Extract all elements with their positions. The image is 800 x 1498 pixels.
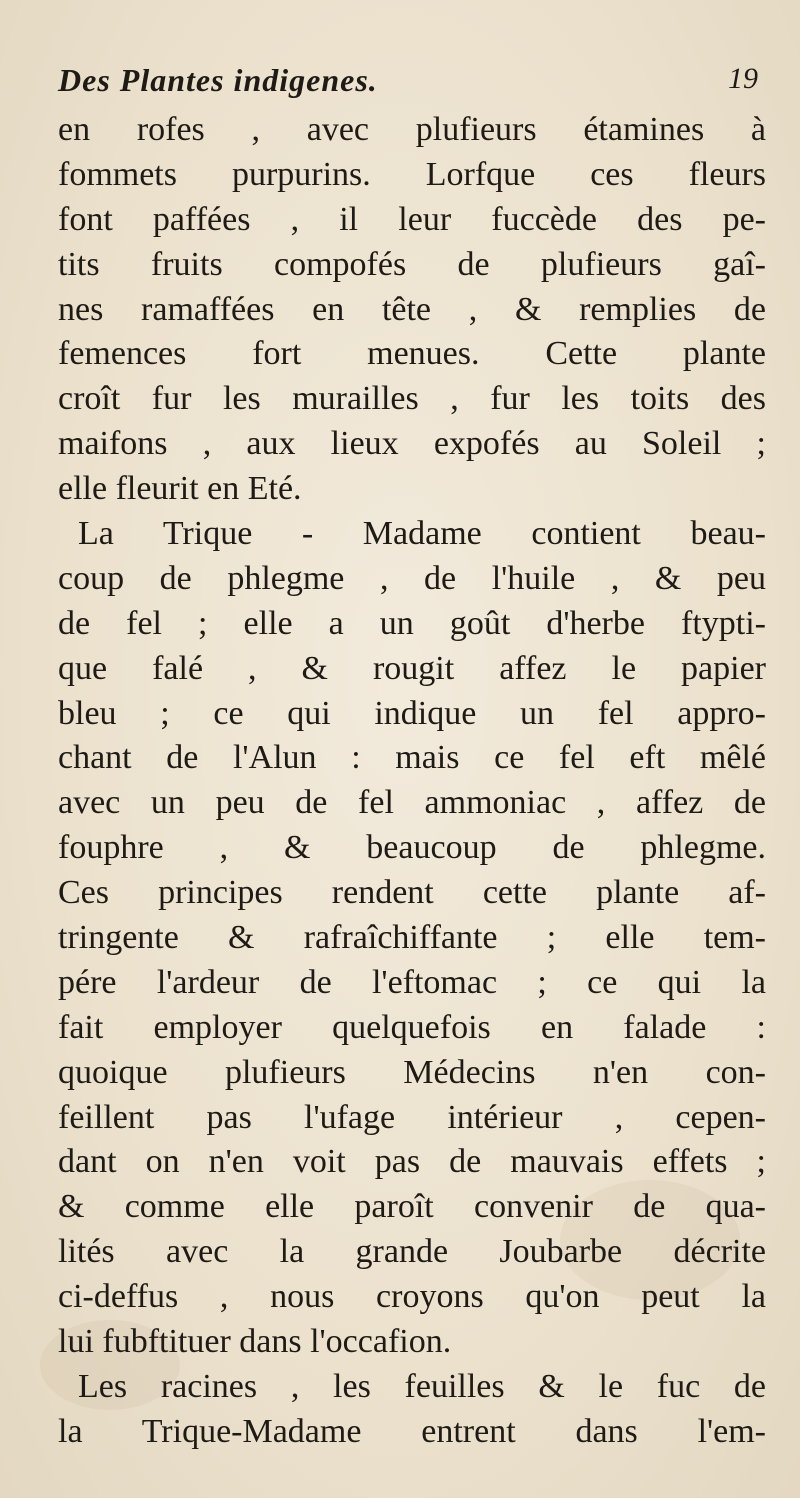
text-line: de fel ; elle a un goût d'herbe ftypti- — [58, 604, 766, 642]
text-line: feillent pas l'ufage intérieur , cepen- — [58, 1098, 766, 1136]
text-line: Les racines , les feuilles & le fuc de — [78, 1367, 766, 1405]
body-text — [58, 108, 766, 1455]
text-line: ci-deffus , nous croyons qu'on peut la — [58, 1278, 766, 1316]
text-line: avec un peu de fel ammoniac , affez de — [58, 784, 766, 822]
text-line: font paffées , il leur fuccède des pe- — [58, 200, 766, 238]
text-line: La Trique - Madame contient beau- — [78, 515, 766, 553]
text-line: maifons , aux lieux expofés au Soleil ; — [58, 425, 766, 463]
text-line: chant de l'Alun : mais ce fel eft mêlé — [58, 739, 766, 777]
text-line: coup de phlegme , de l'huile , & peu — [58, 559, 766, 597]
text-line: femences fort menues. Cette plante — [58, 335, 766, 373]
text-line: pére l'ardeur de l'eftomac ; ce qui la — [58, 963, 766, 1001]
text-line: en rofes , avec plufieurs étamines à — [58, 111, 766, 148]
text-line: quoique plufieurs Médecins n'en con- — [58, 1053, 766, 1091]
text-line: Ces principes rendent cette plante af- — [58, 874, 766, 912]
text-line: fait employer quelquefois en falade : — [58, 1008, 766, 1046]
text-line: croît fur les murailles , fur les toits des — [58, 380, 766, 418]
text-line: & comme elle paroît convenir de qua- — [58, 1188, 766, 1226]
text-line: dant on n'en voit pas de mauvais effets ; — [58, 1143, 766, 1181]
text-line: la Trique-Madame entrent dans l'em- — [58, 1412, 766, 1450]
text-line: elle fleurit en Eté. — [58, 470, 302, 508]
running-head — [58, 62, 758, 106]
text-line: lui fubftituer dans l'occafion. — [58, 1323, 452, 1361]
text-line: tringente & rafraîchiffante ; elle tem- — [58, 919, 766, 957]
text-line: lités avec la grande Joubarbe décrite — [58, 1233, 766, 1271]
running-title: Des Plantes indigenes. — [58, 62, 378, 98]
text-line: fommets purpurins. Lorfque ces fleurs — [58, 155, 766, 193]
text-line: que falé , & rougit affez le papier — [58, 649, 766, 687]
page-number: 19 — [728, 62, 758, 95]
text-line: fouphre , & beaucoup de phlegme. — [58, 829, 766, 867]
text-line: bleu ; ce qui indique un fel appro- — [58, 694, 766, 732]
text-line: tits fruits compofés de plufieurs gaî- — [58, 245, 766, 283]
text-line: nes ramaffées en tête , & remplies de — [58, 290, 766, 328]
